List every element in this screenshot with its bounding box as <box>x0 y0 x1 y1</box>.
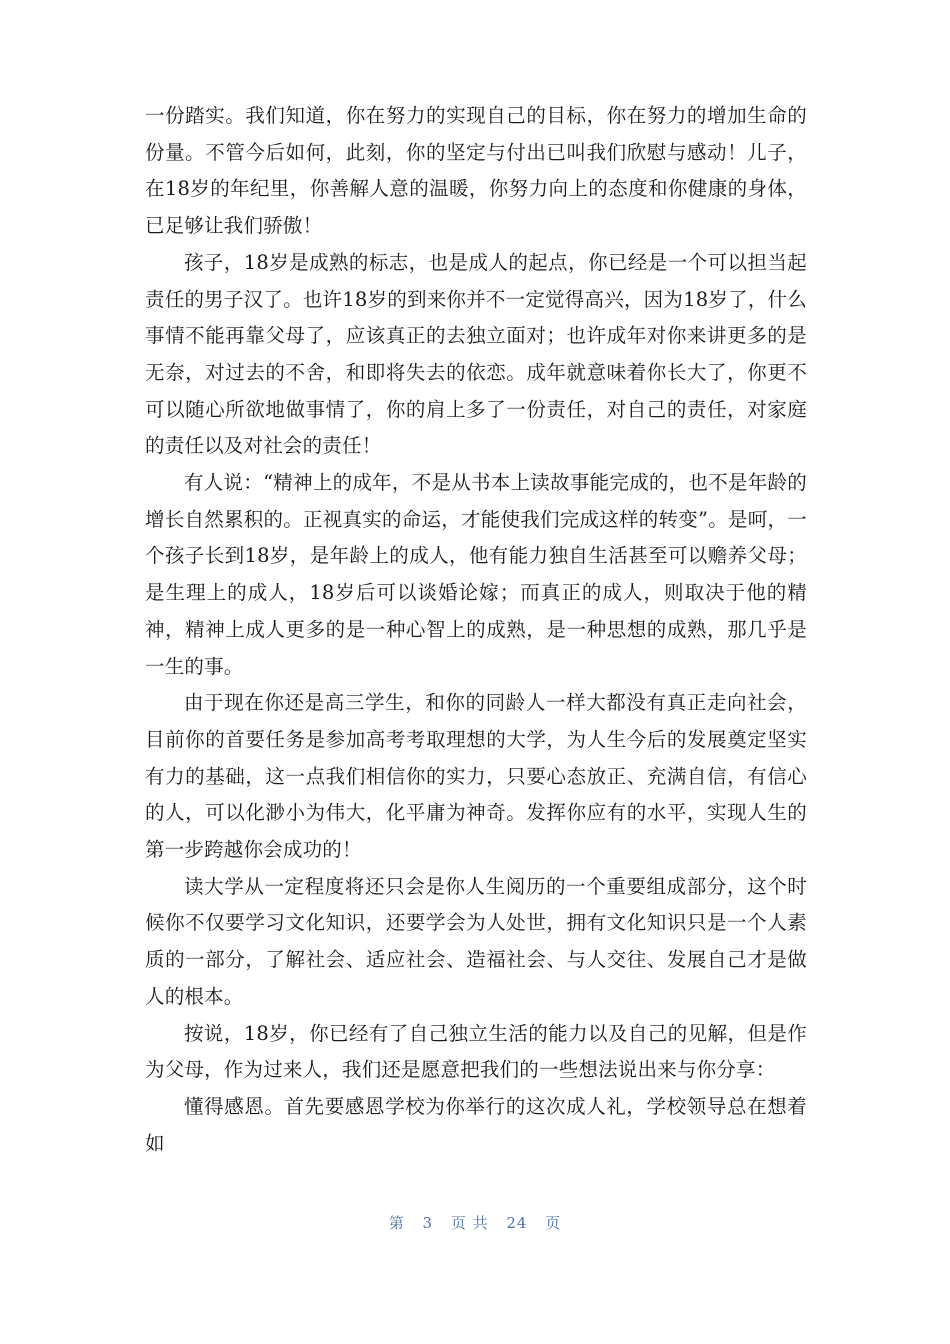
paragraph-7: 懂得感恩。首先要感恩学校为你举行的这次成人礼，学校领导总在想着如 <box>145 1094 807 1155</box>
footer-total-pages: 24 <box>506 1214 528 1232</box>
paragraph-3: 有人说：“精神上的成年，不是从书本上读故事能完成的，也不是年龄的增长自然累积的。正视真实的命运，才能使我们完成这样的转变”。是呵，一个孩子长到18岁，是年龄上的成人，他有能力独自生活甚至可以赡养父母；是生理上的成人，18岁后可以谈婚论嫁；而真正的成人，则取决于他的精神，精神上成人更多的是一种心智上的成熟，是一种思想的成熟，那几乎是一生的事。 <box>145 471 807 678</box>
page-footer <box>0 1212 950 1233</box>
paragraph-4: 由于现在你还是高三学生，和你的同龄人一样大都没有真正走向社会，目前你的首要任务是参加高考考取理想的大学，为人生今后的发展奠定坚实有力的基础，这一点我们相信你的实力，只要心态放正、充满自信，有信心的人，可以化渺小为伟大，化平庸为神奇。发挥你应有的水平，实现人生的第一步跨越你会成功的！ <box>145 691 807 862</box>
document-body <box>145 98 807 1162</box>
paragraph-5: 读大学从一定程度将还只会是你人生阅历的一个重要组成部分，这个时候你不仅要学习文化知识，还要学会为人处世，拥有文化知识只是一个人素质的一部分，了解社会、适应社会、造福社会、与人交往、发展自己才是做人的根本。 <box>145 874 807 1008</box>
footer-current-page: 3 <box>422 1214 434 1232</box>
paragraph-2: 孩子，18岁是成熟的标志，也是成人的起点，你已经是一个可以担当起责任的男子汉了。也许18岁的到来你并不一定觉得高兴，因为18岁了，什么事情不能再靠父母了，应该真正的去独立面对；也许成年对你来讲更多的是无奈，对过去的不舍，和即将失去的依恋。成年就意味着你长大了，你更不可以随心所欲地做事情了，你的肩上多了一份责任，对自己的责任，对家庭的责任以及对社会的责任！ <box>145 250 807 458</box>
footer-label-end: 页 <box>545 1214 562 1232</box>
footer-label-page: 第 <box>388 1214 405 1232</box>
footer-label-of: 页 共 <box>450 1214 489 1232</box>
paragraph-6: 按说，18岁，你已经有了自己独立生活的能力以及自己的见解，但是作为父母，作为过来人，我们还是愿意把我们的一些想法说出来与你分享： <box>145 1021 807 1082</box>
paragraph-1: 一份踏实。我们知道，你在努力的实现自己的目标，你在努力的增加生命的份量。不管今后如何，此刻，你的坚定与付出已叫我们欣慰与感动！儿子，在18岁的年纪里，你善解人意的温暖，你努力向上的态度和你健康的身体，已足够让我们骄傲！ <box>145 104 807 238</box>
